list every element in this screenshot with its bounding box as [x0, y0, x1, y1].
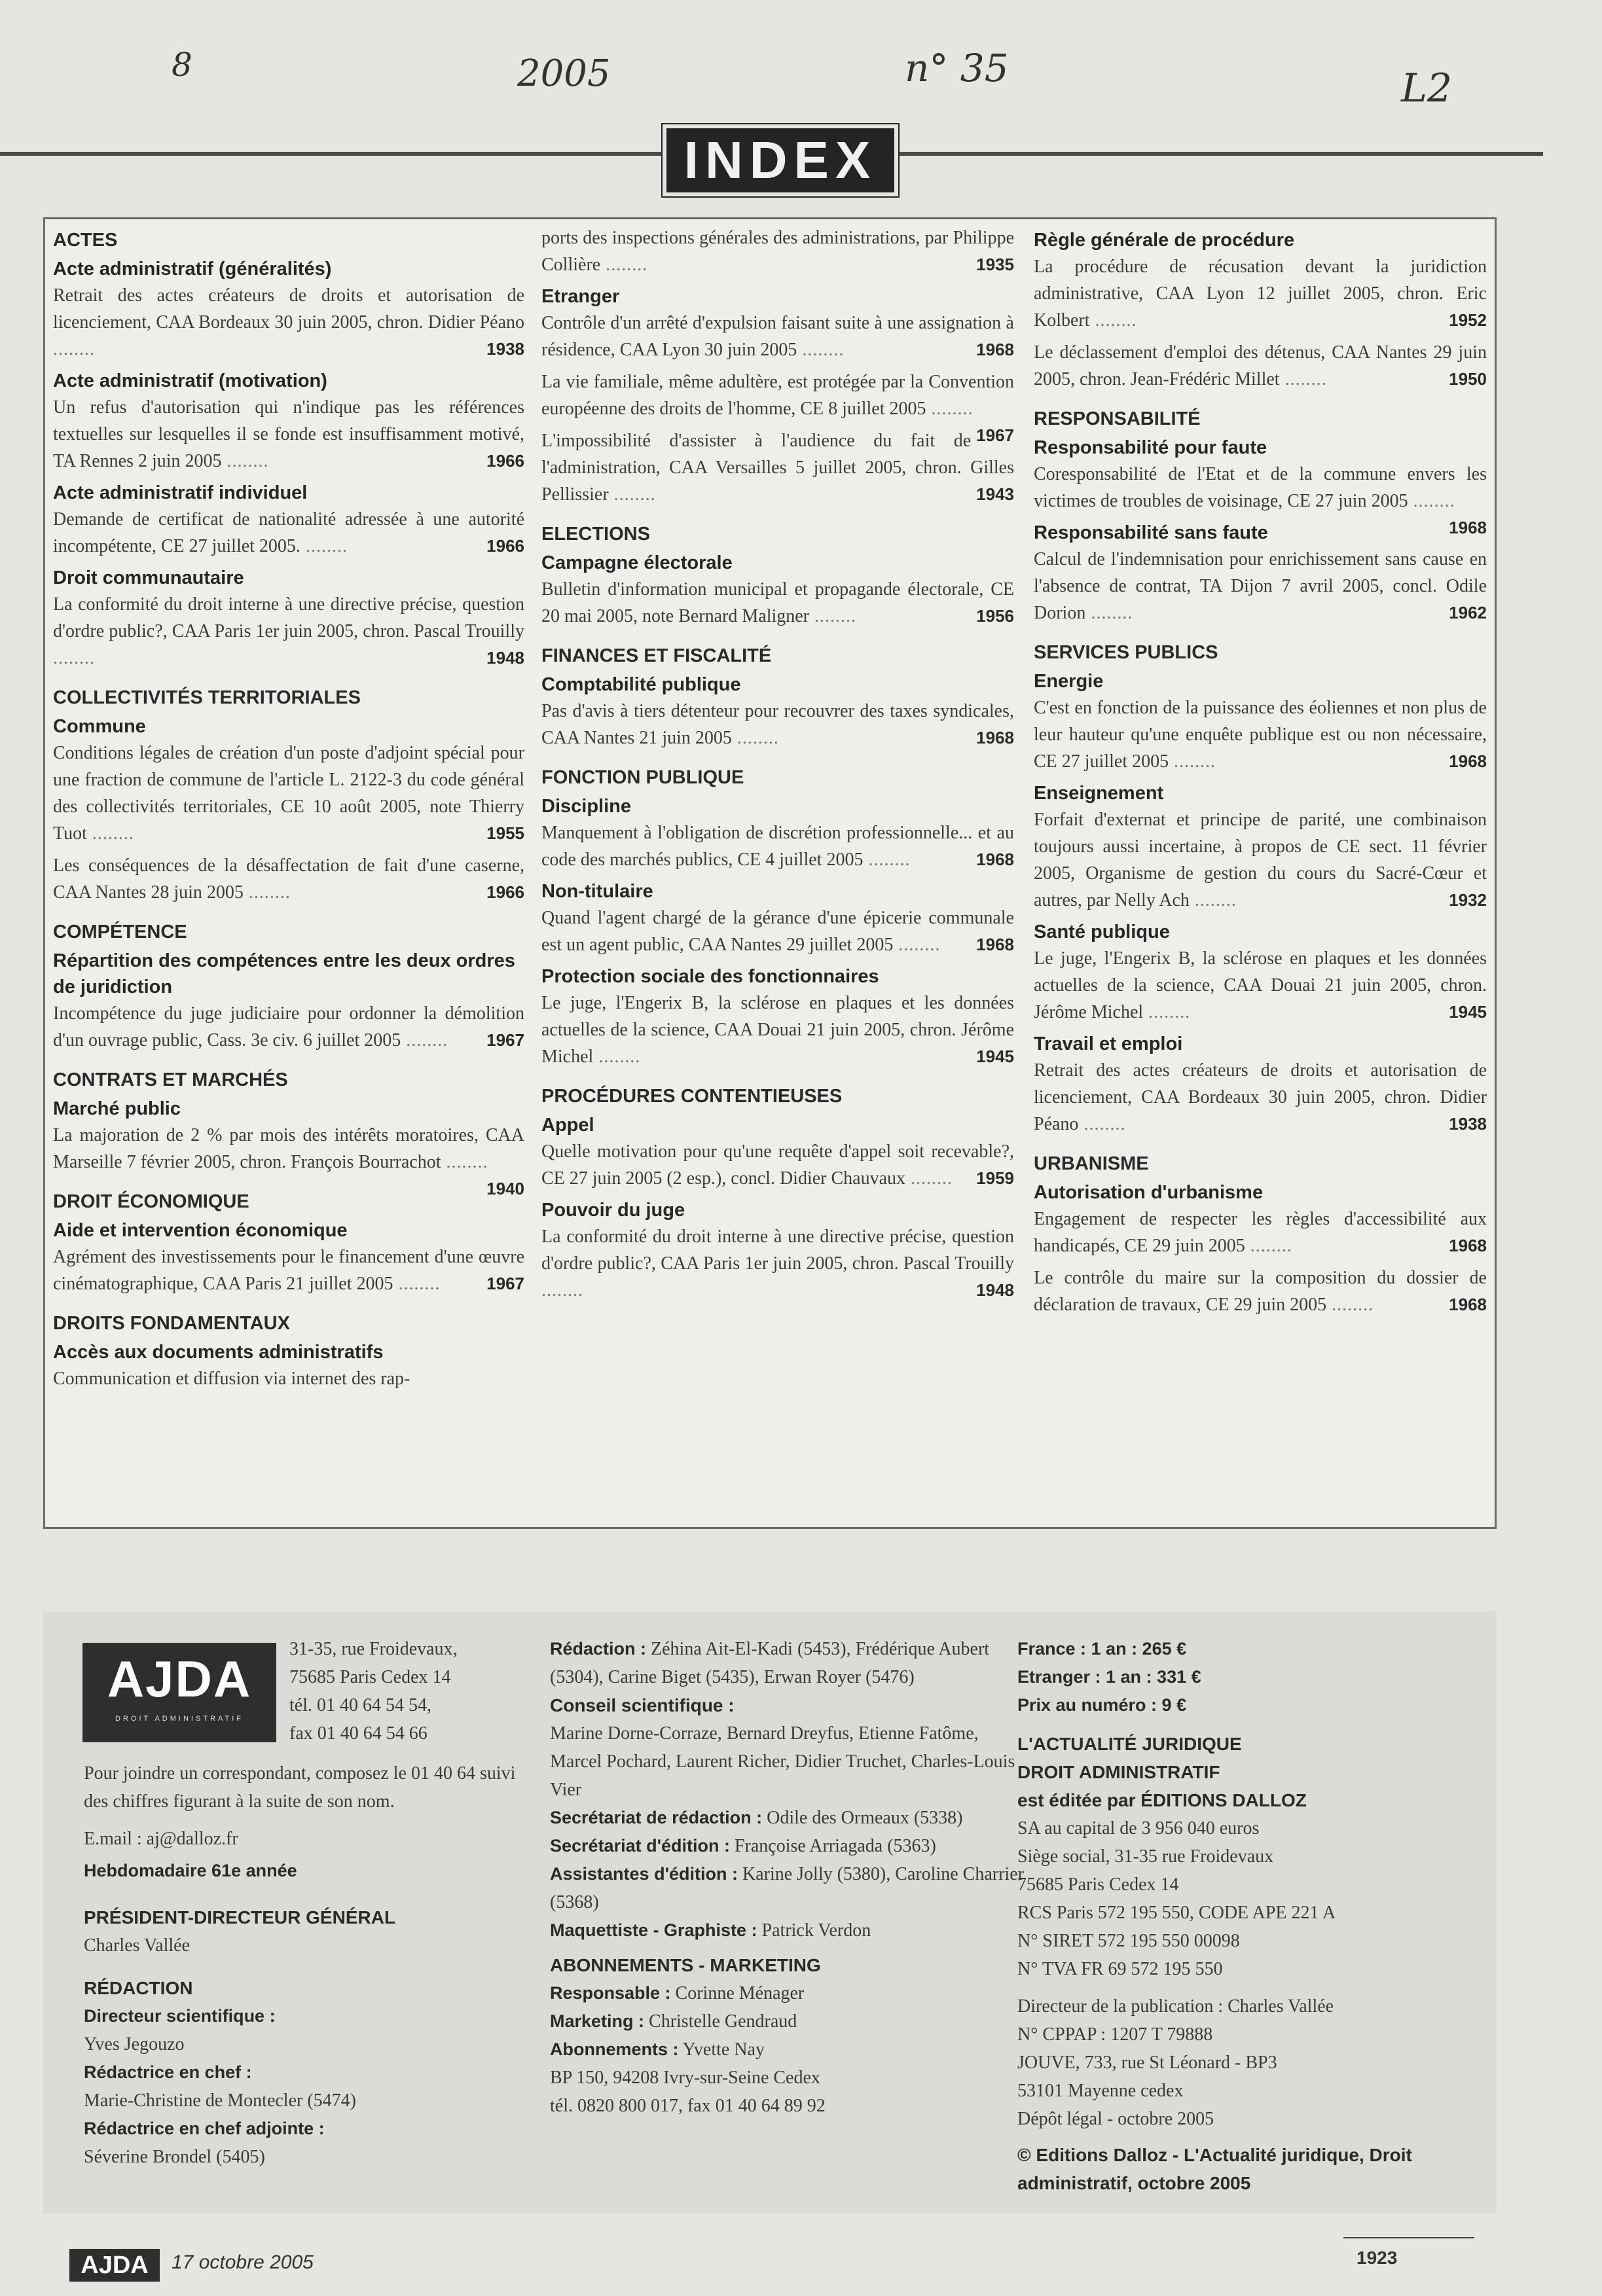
subsection-heading: Travail et emploi — [1034, 1033, 1183, 1054]
handwritten-note-4: L2 — [1401, 65, 1453, 111]
page-ref: 1932 — [1449, 890, 1487, 910]
page-ref: 1967 — [486, 1030, 524, 1050]
red-adj-name: Séverine Brondel (5405) — [84, 2147, 265, 2167]
index-entry — [1034, 694, 1487, 775]
leader-dots: ........ — [1189, 890, 1237, 910]
entry-text: La majoration de 2 % par mois des intérêts moratoires, CAA Marseille 7 février 2005, chron. François Bourrachot — [53, 1125, 524, 1172]
colophon — [43, 1611, 1497, 2214]
address-line: tél. 01 40 64 54 54, — [289, 1695, 431, 1715]
legal-line: 75685 Paris Cedex 14 — [1017, 1874, 1179, 1895]
subsection-heading: Protection sociale des fonctionnaires — [541, 966, 879, 987]
leader-dots: ........ — [53, 648, 95, 668]
index-entry — [53, 1244, 524, 1297]
leader-dots: ........ — [608, 484, 656, 505]
page-ref: 1950 — [1449, 369, 1487, 389]
leader-dots: ........ — [1089, 310, 1137, 331]
footer-logo: AJDA — [69, 2249, 160, 2282]
address-line: 75685 Paris Cedex 14 — [289, 1667, 451, 1687]
leader-dots: ........ — [1326, 1295, 1374, 1315]
join-note: Pour joindre un correspondant, composez le 01 40 64 suivi des chiffres figurant à la suite de son nom. — [84, 1763, 516, 1812]
entry-text: Le juge, l'Engerix B, la sclérose en plaques et les données actuelles de la science, CAA Douai 21 juin 2005, chron. Jérôme Michel — [1034, 948, 1487, 1022]
subsection-heading: Comptabilité publique — [541, 674, 741, 695]
index-entry — [1034, 1206, 1487, 1259]
subsection-heading: Marché public — [53, 1098, 181, 1119]
entry-text: Pas d'avis à tiers détenteur pour recouvrer des taxes syndicales, CAA Nantes 21 juin 2005 — [541, 701, 1014, 748]
mkt-name: Christelle Gendraud — [649, 2011, 797, 2032]
assist-label: Assistantes d'édition : — [550, 1864, 738, 1884]
entry-text: Quand l'agent chargé de la gérance d'une épicerie communale est un agent public, CAA Nantes 29 juillet 2005 — [541, 908, 1014, 955]
leader-dots: ........ — [731, 728, 779, 748]
entry-text: Agrément des investissements pour le financement d'une œuvre cinématographique, CAA Paris 21 juillet 2005 — [53, 1247, 524, 1294]
leader-dots: ........ — [1408, 491, 1455, 511]
section-heading: ACTES — [53, 230, 118, 251]
page-ref: 1968 — [976, 850, 1014, 869]
index-entry — [53, 1122, 524, 1198]
secr-red-label: Secrétariat de rédaction : — [550, 1808, 763, 1827]
index-entry — [541, 576, 1014, 630]
entry-text: L'impossibilité d'assister à l'audience du fait de l'administration, CAA Versailles 5 juillet 2005, chron. Gilles Pellissier — [541, 431, 1014, 505]
page-ref: 1968 — [976, 728, 1014, 747]
index-entry — [541, 819, 1014, 873]
entry-text: Engagement de respecter les règles d'accessibilité aux handicapés, CE 29 juin 2005 — [1034, 1209, 1487, 1256]
index-entry — [1034, 945, 1487, 1026]
entry-text: Retrait des actes créateurs de droits et autorisation de licenciement, CAA Bordeaux 30 juin 2005, chron. Didier Péano — [1034, 1060, 1487, 1134]
entry-text: Le juge, l'Engerix B, la sclérose en plaques et les données actuelles de la science, CAA Douai 21 juin 2005, chron. Jérôme Michel — [541, 993, 1014, 1067]
entry-text: Communication et diffusion via internet des rap- — [53, 1369, 410, 1389]
entry-text: Le déclassement d'emploi des détenus, CAA Nantes 29 juin 2005, chron. Jean-Frédéric Millet — [1034, 342, 1487, 389]
leader-dots: ........ — [797, 340, 845, 360]
entry-text: Bulletin d'information municipal et propagande électorale, CE 20 mai 2005, note Bernard Maligner — [541, 579, 1014, 626]
section-heading: RESPONSABILITÉ — [1034, 408, 1201, 429]
subsection-heading: Energie — [1034, 671, 1104, 692]
entry-text: La conformité du droit interne à une directive précise, question d'ordre public?, CAA Paris 1er juin 2005, chron. Pascal Trouilly — [53, 594, 524, 641]
leader-dots: ........ — [53, 339, 95, 359]
page-ref: 1940 — [486, 1179, 524, 1198]
entry-text: La vie familiale, même adultère, est protégée par la Convention européenne des droits de l'homme, CE 8 juillet 2005 — [541, 372, 1014, 419]
entry-text: Conditions légales de création d'un poste d'adjoint spécial pour une fraction de commune de l'article L. 2122-3 du code général des collectivités territoriales, CE 10 août 2005, note Thierry Tuot — [53, 743, 524, 844]
price-issue: Prix au numéro : 9 € — [1017, 1695, 1187, 1715]
entry-text: ports des inspections générales des administrations, par Philippe Collière — [541, 228, 1014, 275]
red-chef-name: Marie-Christine de Montecler (5474) — [84, 2090, 356, 2111]
secr-ed-name: Françoise Arriagada (5363) — [734, 1836, 936, 1856]
index-entry — [53, 852, 524, 906]
page-ref: 1967 — [976, 425, 1014, 445]
page-ref: 1966 — [486, 536, 524, 556]
red-adj-label: Rédactrice en chef adjointe : — [84, 2119, 325, 2138]
legal-line: SA au capital de 3 956 040 euros — [1017, 1818, 1260, 1839]
subsection-heading: Pouvoir du juge — [541, 1200, 685, 1221]
dir-sci-name: Yves Jegouzo — [84, 2034, 185, 2054]
index-entry — [53, 740, 524, 847]
subsection-heading: Discipline — [541, 796, 631, 817]
leader-dots: ........ — [86, 823, 134, 844]
dir-sci-label: Directeur scientifique : — [84, 2006, 276, 2026]
section-heading: PROCÉDURES CONTENTIEUSES — [541, 1086, 843, 1107]
page-ref: 1968 — [976, 935, 1014, 954]
colophon-col-1 — [84, 1759, 536, 2171]
email: E.mail : aj@dalloz.fr — [84, 1829, 238, 1849]
page-ref: 1966 — [486, 882, 524, 902]
legal-line: N° CPPAP : 1207 T 79888 — [1017, 2024, 1213, 2045]
subsection-heading: Appel — [541, 1115, 594, 1136]
index-entry — [1034, 1057, 1487, 1138]
assist-names: Karine Jolly (5380), Caroline Charrier (5368) — [550, 1864, 1024, 1912]
conseil-label: Conseil scientifique : — [550, 1695, 735, 1715]
index-entry — [541, 905, 1014, 958]
mkt-label: Marketing : — [550, 2011, 645, 2031]
index-entry — [53, 1000, 524, 1054]
page-number: 1923 — [1356, 2248, 1398, 2268]
leader-dots: ........ — [441, 1152, 488, 1172]
resp-name: Corinne Ménager — [675, 1983, 805, 2003]
index-entry — [1034, 339, 1487, 393]
section-heading: ELECTIONS — [541, 524, 650, 545]
index-entry — [53, 1365, 524, 1392]
leader-dots: ........ — [221, 451, 269, 471]
maquette-label: Maquettiste - Graphiste : — [550, 1920, 757, 1940]
subsection-heading: Responsabilité sans faute — [1034, 522, 1268, 543]
legal-line: N° SIRET 572 195 550 00098 — [1017, 1931, 1240, 1951]
subsection-heading: Règle générale de procédure — [1034, 230, 1295, 251]
subsection-heading: Enseignement — [1034, 783, 1164, 804]
subsection-heading: Acte administratif (motivation) — [53, 370, 327, 391]
section-heading: DROITS FONDAMENTAUX — [53, 1313, 290, 1334]
address-line: 31-35, rue Froidevaux, — [289, 1639, 458, 1659]
resp-label: Responsable : — [550, 1983, 671, 2003]
logo-text: AJDA — [107, 1650, 252, 1708]
index-entry — [1034, 253, 1487, 334]
index-entry — [541, 1138, 1014, 1192]
leader-dots: ........ — [401, 1030, 448, 1050]
subsection-heading: Autorisation d'urbanisme — [1034, 1182, 1264, 1203]
page-ref: 1966 — [486, 451, 524, 471]
index-entry — [53, 506, 524, 560]
leader-dots: ........ — [893, 935, 941, 955]
subsection-heading: Répartition des compétences entre les deux ordres de juridiction — [53, 950, 515, 997]
page-ref: 1959 — [976, 1168, 1014, 1188]
logo-subtitle: DROIT ADMINISTRATIF — [115, 1715, 244, 1723]
index-entry — [541, 368, 1014, 445]
publisher-line-3: est éditée par ÉDITIONS DALLOZ — [1017, 1790, 1307, 1810]
legal-line: N° TVA FR 69 572 195 550 — [1017, 1959, 1223, 1979]
section-heading: URBANISME — [1034, 1153, 1149, 1174]
section-heading: FONCTION PUBLIQUE — [541, 767, 744, 788]
index-box — [43, 217, 1497, 1529]
index-entry — [541, 427, 1014, 508]
index-entry — [541, 224, 1014, 278]
index-entry — [541, 990, 1014, 1070]
footer-rule — [1343, 2237, 1474, 2238]
page-ref: 1968 — [1449, 1236, 1487, 1255]
index-entry — [541, 698, 1014, 751]
section-heading: FINANCES ET FISCALITÉ — [541, 645, 772, 666]
leader-dots: ........ — [926, 399, 974, 419]
page-ref: 1956 — [976, 606, 1014, 626]
index-entry — [53, 591, 524, 672]
page-ref: 1952 — [1449, 310, 1487, 330]
leader-dots: ........ — [1143, 1002, 1191, 1022]
leader-dots: ........ — [243, 882, 291, 903]
abonn-name: Yvette Nay — [682, 2039, 765, 2060]
page-ref: 1935 — [976, 255, 1014, 274]
entry-text: Demande de certificat de nationalité adressée à une autorité incompétente, CE 27 juillet 2005. — [53, 509, 524, 556]
leader-dots: ........ — [863, 850, 911, 870]
publisher-line-2: DROIT ADMINISTRATIF — [1017, 1762, 1220, 1782]
pdg-name: Charles Vallée — [84, 1935, 190, 1956]
subsection-heading: Etranger — [541, 286, 620, 307]
secr-ed-label: Secrétariat d'édition : — [550, 1836, 730, 1856]
leader-dots: ........ — [1279, 369, 1327, 389]
legal-line: RCS Paris 572 195 550, CODE APE 221 A — [1017, 1903, 1336, 1923]
entry-text: Le contrôle du maire sur la composition du dossier de déclaration de travaux, CE 29 juin 2005 — [1034, 1268, 1487, 1315]
index-entry — [53, 394, 524, 475]
entry-text: C'est en fonction de la puissance des éoliennes et non plus de leur hauteur qu'une enquête publique est ou non nécessaire, CE 27 juillet 2005 — [1034, 698, 1487, 772]
leader-dots: ........ — [600, 255, 648, 275]
copyright: © Editions Dalloz - L'Actualité juridique, Droit administratif, octobre 2005 — [1017, 2145, 1412, 2193]
subsection-heading: Acte administratif (généralités) — [53, 259, 332, 279]
page-ref: 1968 — [1449, 751, 1487, 771]
page-ref: 1938 — [1449, 1114, 1487, 1134]
subsection-heading: Responsabilité pour faute — [1034, 437, 1267, 458]
index-entry — [1034, 806, 1487, 914]
abonn-phone: tél. 0820 800 017, fax 01 40 64 89 92 — [550, 2096, 826, 2116]
entry-text: La conformité du droit interne à une directive précise, question d'ordre public?, CAA Paris 1er juin 2005, chron. Pascal Trouilly — [541, 1227, 1014, 1274]
entry-text: La procédure de récusation devant la juridiction administrative, CAA Lyon 12 juillet 2005, chron. Eric Kolbert — [1034, 257, 1487, 331]
leader-dots: ........ — [1169, 751, 1216, 772]
page-ref: 1943 — [976, 484, 1014, 504]
page-ref: 1945 — [1449, 1002, 1487, 1022]
redaction-heading: RÉDACTION — [84, 1978, 193, 1998]
publisher-line-1: L'ACTUALITÉ JURIDIQUE — [1017, 1734, 1242, 1754]
page-ref: 1945 — [976, 1047, 1014, 1066]
entry-text: Contrôle d'un arrêté d'expulsion faisant suite à une assignation à résidence, CAA Lyon 30 juin 2005 — [541, 313, 1014, 360]
colophon-col-3 — [1017, 1635, 1476, 2197]
index-column-2 — [541, 219, 1014, 1527]
index-entry — [1034, 1265, 1487, 1318]
legal-line: Directeur de la publication : Charles Vallée — [1017, 1996, 1334, 2017]
secr-red-name: Odile des Ormeaux (5338) — [767, 1808, 963, 1828]
page-ref: 1968 — [976, 340, 1014, 359]
subsection-heading: Santé publique — [1034, 922, 1170, 942]
pdg-heading: PRÉSIDENT-DIRECTEUR GÉNÉRAL — [84, 1907, 396, 1928]
section-heading: DROIT ÉCONOMIQUE — [53, 1191, 249, 1212]
abonn-label: Abonnements : — [550, 2039, 679, 2059]
leader-dots: ........ — [1245, 1236, 1292, 1256]
subsection-heading: Accès aux documents administratifs — [53, 1342, 384, 1363]
entry-text: Quelle motivation pour qu'une requête d'appel soit recevable?, CE 27 juin 2005 (2 esp.), concl. Didier Chauvaux — [541, 1141, 1014, 1189]
price-etranger: Etranger : 1 an : 331 € — [1017, 1667, 1201, 1687]
subsection-heading: Aide et intervention économique — [53, 1220, 348, 1241]
weekly-line: Hebdomadaire 61e année — [84, 1861, 297, 1880]
handwritten-note-2: 2005 — [517, 52, 611, 95]
index-entry — [53, 282, 524, 363]
red-chef-label: Rédactrice en chef : — [84, 2062, 252, 2082]
page-ref: 1948 — [486, 648, 524, 668]
conseil-names: Marine Dorne-Corraze, Bernard Dreyfus, Etienne Fatôme, Marcel Pochard, Laurent Richer, Didier Truchet, Charles-Louis Vier — [550, 1723, 1015, 1800]
leader-dots: ........ — [809, 606, 857, 626]
index-entry — [541, 310, 1014, 363]
leader-dots: ........ — [1078, 1114, 1126, 1134]
leader-dots: ........ — [300, 536, 348, 556]
legal-line: Dépôt légal - octobre 2005 — [1017, 2109, 1214, 2129]
page-ref: 1948 — [976, 1280, 1014, 1300]
page-ref: 1955 — [486, 823, 524, 843]
entry-text: Manquement à l'obligation de discrétion professionnelle... et au code des marchés publics, CE 4 juillet 2005 — [541, 823, 1014, 870]
index-column-3 — [1034, 219, 1487, 1527]
address-block — [289, 1635, 538, 1748]
subsection-heading: Campagne électorale — [541, 552, 733, 573]
entry-text: Incompétence du juge judiciaire pour ordonner la démolition d'un ouvrage public, Cass. 3e civ. 6 juillet 2005 — [53, 1003, 524, 1050]
page-ref: 1968 — [1449, 1295, 1487, 1314]
price-france: France : 1 an : 265 € — [1017, 1639, 1187, 1659]
entry-text: Forfait d'externat et principe de parité, une combinaison toujours aussi incertaine, à propos de CE sect. 11 février 2005, Organisme de gestion du cours du Sacré-Cœur et autres, par Nelly Ach — [1034, 810, 1487, 910]
section-heading: COMPÉTENCE — [53, 922, 187, 942]
legal-line: 53101 Mayenne cedex — [1017, 2081, 1184, 2101]
index-column-1 — [53, 219, 524, 1527]
section-heading: CONTRATS ET MARCHÉS — [53, 1069, 288, 1090]
handwritten-note-1: 8 — [172, 46, 192, 84]
entry-text: Les conséquences de la désaffectation de fait d'une caserne, CAA Nantes 28 juin 2005 — [53, 855, 524, 903]
address-line: fax 01 40 64 54 66 — [289, 1723, 428, 1744]
subsection-heading: Non-titulaire — [541, 881, 653, 902]
leader-dots: ........ — [593, 1047, 641, 1067]
maquette-name: Patrick Verdon — [761, 1920, 871, 1941]
entry-text: Calcul de l'indemnisation pour enrichissement sans cause en l'absence de contrat, TA Dijon 7 avril 2005, concl. Odile Dorion — [1034, 549, 1487, 623]
index-entry — [1034, 546, 1487, 626]
leader-dots: ........ — [1085, 603, 1133, 623]
subsection-heading: Commune — [53, 716, 146, 737]
section-heading: COLLECTIVITÉS TERRITORIALES — [53, 687, 361, 708]
index-entry — [541, 1223, 1014, 1304]
bp-address: BP 150, 94208 Ivry-sur-Seine Cedex — [550, 2068, 820, 2088]
leader-dots: ........ — [393, 1274, 441, 1294]
entry-text: Un refus d'autorisation qui n'indique pas les références textuelles sur lesquelles il se fonde est insuffisamment motivé, TA Rennes 2 juin 2005 — [53, 397, 524, 471]
subsection-heading: Acte administratif individuel — [53, 482, 308, 503]
redaction-label: Rédaction : — [550, 1639, 647, 1659]
page-title: INDEX — [663, 124, 898, 196]
ajda-logo — [82, 1643, 276, 1742]
handwritten-note-3: n° 35 — [905, 46, 1009, 90]
legal-line: Siège social, 31-35 rue Froidevaux — [1017, 1846, 1274, 1867]
abonnements-heading: ABONNEMENTS - MARKETING — [550, 1955, 821, 1975]
subsection-heading: Droit communautaire — [53, 567, 244, 588]
page-ref: 1938 — [486, 339, 524, 359]
page-ref: 1968 — [1449, 518, 1487, 537]
page-ref: 1967 — [486, 1274, 524, 1293]
entry-text: Coresponsabilité de l'Etat et de la commune envers les victimes de troubles de voisinage, CE 27 juin 2005 — [1034, 464, 1487, 511]
colophon-col-2 — [550, 1635, 1034, 2120]
footer-date: 17 octobre 2005 — [172, 2251, 314, 2273]
section-heading: SERVICES PUBLICS — [1034, 642, 1218, 663]
leader-dots: ........ — [905, 1168, 953, 1189]
legal-line: JOUVE, 733, rue St Léonard - BP3 — [1017, 2053, 1277, 2073]
leader-dots: ........ — [541, 1280, 583, 1300]
entry-text: Retrait des actes créateurs de droits et autorisation de licenciement, CAA Bordeaux 30 juin 2005, chron. Didier Péano — [53, 285, 524, 332]
page-ref: 1962 — [1449, 603, 1487, 622]
redaction-names: Zéhina Ait-El-Kadi (5453), Frédérique Aubert (5304), Carine Biget (5435), Erwan Royer (5476) — [550, 1639, 990, 1687]
